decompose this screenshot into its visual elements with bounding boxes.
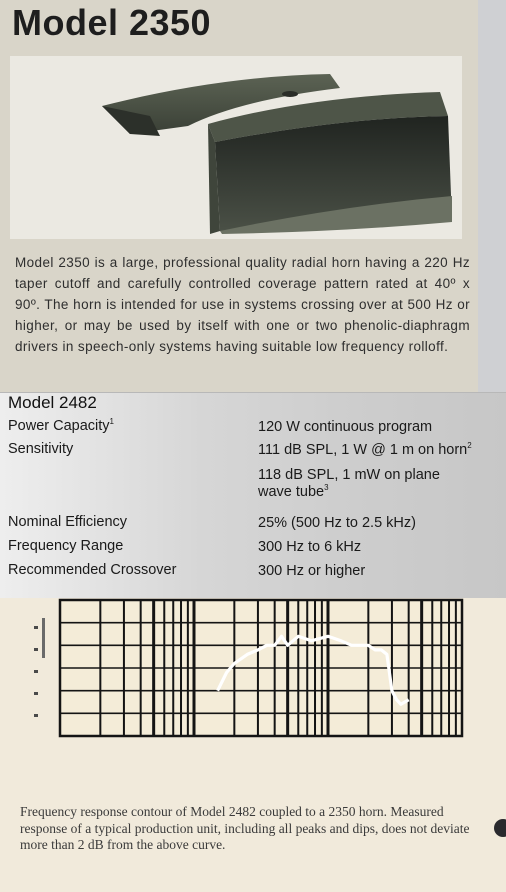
axis-tick-mark (34, 692, 38, 695)
spec-value-crossover: 300 Hz or higher (258, 563, 366, 579)
spec-label-frequency-range: Frequency Range (8, 538, 124, 554)
frequency-response-caption: Frequency response contour of Model 2482 coupled to a 2350 horn. Measured response of a typical production unit, including all peaks and dips, does not deviate more than 2 dB from the above curve. (20, 804, 470, 852)
horn-photo (10, 56, 462, 239)
spec-value-power: 120 W continuous program (258, 419, 433, 435)
page-marker-dot (494, 819, 506, 837)
page-edge (478, 0, 506, 392)
spec-value-frequency-range: 300 Hz to 6 kHz (258, 539, 362, 555)
model-2482-title: Model 2482 (8, 393, 97, 412)
spec-label-crossover: Recommended Crossover (8, 562, 177, 578)
model-2350-title: Model 2350 (12, 2, 212, 43)
axis-tick-mark (34, 670, 38, 673)
axis-label-mark (42, 618, 45, 658)
spec-value-sensitivity-tube: 118 dB SPL, 1 mW on plane wave tube$^3$ (258, 467, 440, 500)
model-2350-section (0, 0, 506, 392)
model-2482-section (0, 392, 506, 599)
spec-label-sensitivity: Sensitivity (8, 441, 74, 457)
frequency-response-chart (0, 598, 506, 798)
spec-value-efficiency: 25% (500 Hz to 2.5 kHz) (258, 515, 416, 531)
spec-value-sensitivity-horn: 111 dB SPL, 1 W @ 1 m on horn$^2$ (258, 441, 472, 458)
spec-label-power: Power Capacity$^1$ (8, 417, 114, 434)
axis-tick-mark (34, 714, 38, 717)
axis-tick-mark (34, 648, 38, 651)
model-2350-description: Model 2350 is a large, professional quality radial horn having a 220 Hz taper cutoff and carefully controlled coverage pattern rated at 40º x 90º. The horn is intended for use in systems crossing over at 500 Hz or higher, or may be used by itself with one or two phenolic-diaphragm drivers in speech-only systems having suitable low frequency rolloff. (15, 255, 470, 354)
axis-tick-mark (34, 626, 38, 629)
spec-label-efficiency: Nominal Efficiency (8, 514, 128, 530)
